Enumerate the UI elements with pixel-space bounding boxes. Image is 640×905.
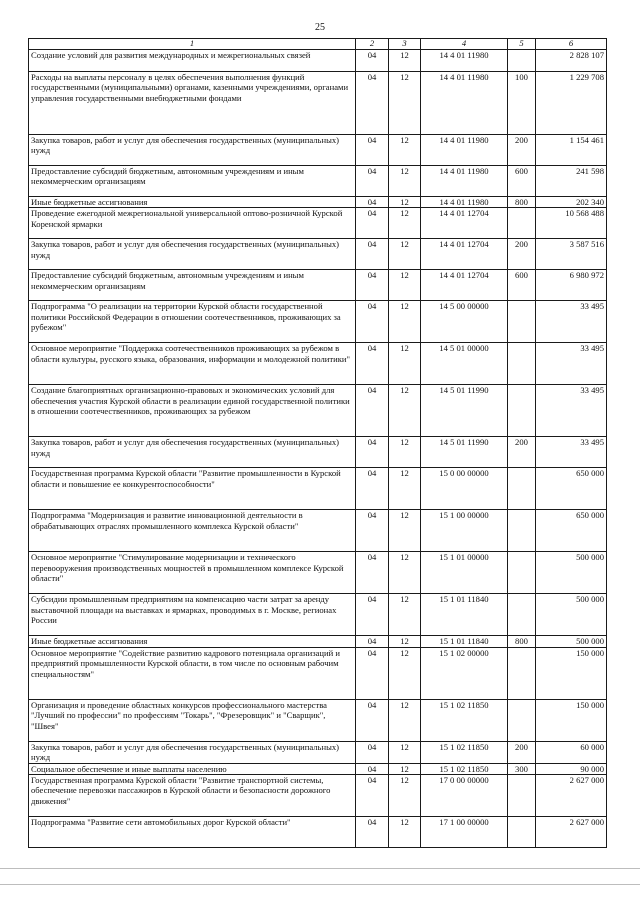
row-subsection: 12 xyxy=(389,270,421,301)
row-target-code: 14 4 01 11980 xyxy=(421,166,508,197)
scan-artifact-line xyxy=(0,884,640,885)
row-expense-type: 200 xyxy=(508,239,536,270)
row-expense-type xyxy=(508,699,536,741)
row-amount: 2 627 000 xyxy=(536,817,607,848)
row-amount: 2 627 000 xyxy=(536,775,607,817)
row-section: 04 xyxy=(356,343,389,385)
row-amount: 33 495 xyxy=(536,437,607,468)
row-target-code: 15 1 01 11840 xyxy=(421,636,508,647)
header-col-5: 5 xyxy=(508,39,536,50)
row-amount: 10 568 488 xyxy=(536,208,607,239)
row-subsection: 12 xyxy=(389,594,421,636)
row-name: Государственная программа Курской области "Развитие промышленности в Курской области и повышение ее конкурентоспособности" xyxy=(29,468,356,510)
header-col-1: 1 xyxy=(29,39,356,50)
table-row xyxy=(29,270,607,301)
table-row xyxy=(29,552,607,594)
row-expense-type: 800 xyxy=(508,636,536,647)
row-expense-type: 300 xyxy=(508,763,536,774)
row-section: 04 xyxy=(356,763,389,774)
row-target-code: 14 4 01 11980 xyxy=(421,50,508,72)
row-name: Субсидии промышленным предприятиям на компенсацию части затрат за аренду выставочной площади на выставках и ярмарках, проводимых в г. Москве, регионах России xyxy=(29,594,356,636)
row-subsection: 12 xyxy=(389,647,421,699)
row-target-code: 14 4 01 12704 xyxy=(421,239,508,270)
table-row xyxy=(29,647,607,699)
table-row xyxy=(29,208,607,239)
row-section: 04 xyxy=(356,817,389,848)
page-number: 25 xyxy=(315,22,325,33)
table-row xyxy=(29,50,607,72)
row-subsection: 12 xyxy=(389,385,421,437)
table-row xyxy=(29,72,607,135)
row-target-code: 14 5 01 00000 xyxy=(421,343,508,385)
row-section: 04 xyxy=(356,741,389,763)
header-col-6: 6 xyxy=(536,39,607,50)
row-expense-type xyxy=(508,775,536,817)
row-expense-type xyxy=(508,594,536,636)
row-target-code: 14 5 01 11990 xyxy=(421,385,508,437)
row-subsection: 12 xyxy=(389,763,421,774)
row-section: 04 xyxy=(356,239,389,270)
row-target-code: 14 4 01 11980 xyxy=(421,197,508,208)
budget-table xyxy=(28,38,607,848)
header-col-4: 4 xyxy=(421,39,508,50)
row-section: 04 xyxy=(356,636,389,647)
row-expense-type xyxy=(508,343,536,385)
row-name: Государственная программа Курской области "Развитие транспортной системы, обеспечение перевозки пассажиров в Курской области и безопасности дорожного движения" xyxy=(29,775,356,817)
scan-artifact-line xyxy=(0,868,640,869)
row-expense-type: 200 xyxy=(508,437,536,468)
row-name: Основное мероприятие "Поддержка соотечественников проживающих за рубежом в области культуры, русского языка, образования, информации и молодежной политики" xyxy=(29,343,356,385)
table-row xyxy=(29,636,607,647)
row-subsection: 12 xyxy=(389,197,421,208)
row-subsection: 12 xyxy=(389,72,421,135)
row-subsection: 12 xyxy=(389,208,421,239)
table-row xyxy=(29,135,607,166)
row-section: 04 xyxy=(356,166,389,197)
row-name: Предоставление субсидий бюджетным, автономным учреждениям и иным некоммерческим организациям xyxy=(29,270,356,301)
row-subsection: 12 xyxy=(389,239,421,270)
row-subsection: 12 xyxy=(389,699,421,741)
row-amount: 650 000 xyxy=(536,468,607,510)
row-expense-type: 200 xyxy=(508,135,536,166)
table-row xyxy=(29,301,607,343)
table-row xyxy=(29,741,607,763)
row-name: Расходы на выплаты персоналу в целях обеспечения выполнения функций государственными (муниципальными) органами, казенными учреждениями, органами управления государственными внебюджетными фондами xyxy=(29,72,356,135)
table-row xyxy=(29,594,607,636)
row-name: Организация и проведение областных конкурсов профессионального мастерства "Лучший по профессии" по профессиям "Токарь", "Фрезеровщик" и "Сварщик", "Швея" xyxy=(29,699,356,741)
row-target-code: 15 0 00 00000 xyxy=(421,468,508,510)
row-amount: 2 828 107 xyxy=(536,50,607,72)
row-name: Закупка товаров, работ и услуг для обеспечения государственных (муниципальных) нужд xyxy=(29,741,356,763)
table-row xyxy=(29,817,607,848)
row-amount: 33 495 xyxy=(536,343,607,385)
row-section: 04 xyxy=(356,208,389,239)
table-row xyxy=(29,385,607,437)
table-row xyxy=(29,197,607,208)
row-section: 04 xyxy=(356,270,389,301)
row-amount: 650 000 xyxy=(536,510,607,552)
row-target-code: 17 0 00 00000 xyxy=(421,775,508,817)
table-row xyxy=(29,510,607,552)
table-row xyxy=(29,343,607,385)
row-section: 04 xyxy=(356,510,389,552)
row-expense-type xyxy=(508,510,536,552)
row-name: Создание условий для развития международных и межрегиональных связей xyxy=(29,50,356,72)
row-name: Создание благоприятных организационно-правовых и экономических условий для обеспечения участия Курской области в реализации единой государственной политики в отношении соотечественников, проживающих за рубежом xyxy=(29,385,356,437)
row-target-code: 15 1 02 11850 xyxy=(421,699,508,741)
row-name: Социальное обеспечение и иные выплаты населению xyxy=(29,763,356,774)
row-name: Иные бюджетные ассигнования xyxy=(29,197,356,208)
row-expense-type xyxy=(508,50,536,72)
table-row xyxy=(29,775,607,817)
row-expense-type xyxy=(508,552,536,594)
row-subsection: 12 xyxy=(389,552,421,594)
table-row xyxy=(29,468,607,510)
row-target-code: 14 5 01 11990 xyxy=(421,437,508,468)
row-expense-type xyxy=(508,468,536,510)
row-section: 04 xyxy=(356,699,389,741)
row-section: 04 xyxy=(356,72,389,135)
row-amount: 500 000 xyxy=(536,552,607,594)
row-section: 04 xyxy=(356,197,389,208)
row-expense-type: 600 xyxy=(508,166,536,197)
row-subsection: 12 xyxy=(389,510,421,552)
row-expense-type xyxy=(508,301,536,343)
row-expense-type xyxy=(508,817,536,848)
row-name: Основное мероприятие "Стимулирование модернизации и технического перевооружения производственных мощностей в промышленном комплексе Курской области" xyxy=(29,552,356,594)
row-name: Предоставление субсидий бюджетным, автономным учреждениям и иным некоммерческим организациям xyxy=(29,166,356,197)
row-section: 04 xyxy=(356,385,389,437)
row-amount: 90 000 xyxy=(536,763,607,774)
row-name: Подпрограмма "Модернизация и развитие инновационной деятельности в обрабатывающих отраслях промышленного комплекса Курской области" xyxy=(29,510,356,552)
row-amount: 33 495 xyxy=(536,385,607,437)
row-target-code: 14 5 00 00000 xyxy=(421,301,508,343)
row-subsection: 12 xyxy=(389,741,421,763)
row-section: 04 xyxy=(356,135,389,166)
row-subsection: 12 xyxy=(389,135,421,166)
row-name: Закупка товаров, работ и услуг для обеспечения государственных (муниципальных) нужд xyxy=(29,135,356,166)
row-target-code: 14 4 01 11980 xyxy=(421,135,508,166)
row-amount: 1 154 461 xyxy=(536,135,607,166)
row-expense-type xyxy=(508,647,536,699)
row-amount: 150 000 xyxy=(536,647,607,699)
row-name: Подпрограмма "О реализации на территории Курской области государственной политики Российской Федерации в отношении соотечественников, проживающих за рубежом" xyxy=(29,301,356,343)
row-section: 04 xyxy=(356,775,389,817)
table-row xyxy=(29,166,607,197)
row-target-code: 15 1 02 00000 xyxy=(421,647,508,699)
row-target-code: 15 1 02 11850 xyxy=(421,763,508,774)
row-name: Закупка товаров, работ и услуг для обеспечения государственных (муниципальных) нужд xyxy=(29,239,356,270)
row-section: 04 xyxy=(356,468,389,510)
row-target-code: 15 1 02 11850 xyxy=(421,741,508,763)
row-subsection: 12 xyxy=(389,775,421,817)
row-amount: 3 587 516 xyxy=(536,239,607,270)
row-amount: 241 598 xyxy=(536,166,607,197)
row-target-code: 14 4 01 11980 xyxy=(421,72,508,135)
row-subsection: 12 xyxy=(389,301,421,343)
row-amount: 202 340 xyxy=(536,197,607,208)
header-col-3: 3 xyxy=(389,39,421,50)
table-row xyxy=(29,239,607,270)
row-subsection: 12 xyxy=(389,468,421,510)
table-row xyxy=(29,699,607,741)
row-target-code: 14 4 01 12704 xyxy=(421,270,508,301)
table-row xyxy=(29,437,607,468)
row-name: Иные бюджетные ассигнования xyxy=(29,636,356,647)
row-section: 04 xyxy=(356,50,389,72)
row-subsection: 12 xyxy=(389,817,421,848)
row-amount: 500 000 xyxy=(536,594,607,636)
row-target-code: 15 1 00 00000 xyxy=(421,510,508,552)
row-expense-type: 200 xyxy=(508,741,536,763)
row-amount: 500 000 xyxy=(536,636,607,647)
row-target-code: 15 1 01 11840 xyxy=(421,594,508,636)
row-expense-type xyxy=(508,385,536,437)
row-name: Основное мероприятие "Содействие развитию кадрового потенциала организаций и предприятий промышленности Курской области, в том числе по основным рабочим специальностям" xyxy=(29,647,356,699)
row-subsection: 12 xyxy=(389,166,421,197)
row-section: 04 xyxy=(356,301,389,343)
row-expense-type xyxy=(508,208,536,239)
row-section: 04 xyxy=(356,437,389,468)
row-subsection: 12 xyxy=(389,636,421,647)
row-name: Закупка товаров, работ и услуг для обеспечения государственных (муниципальных) нужд xyxy=(29,437,356,468)
row-section: 04 xyxy=(356,552,389,594)
row-amount: 33 495 xyxy=(536,301,607,343)
row-amount: 60 000 xyxy=(536,741,607,763)
row-section: 04 xyxy=(356,594,389,636)
row-subsection: 12 xyxy=(389,343,421,385)
row-amount: 6 980 972 xyxy=(536,270,607,301)
row-expense-type: 800 xyxy=(508,197,536,208)
row-target-code: 17 1 00 00000 xyxy=(421,817,508,848)
row-subsection: 12 xyxy=(389,437,421,468)
row-section: 04 xyxy=(356,647,389,699)
table-row xyxy=(29,763,607,774)
row-target-code: 15 1 01 00000 xyxy=(421,552,508,594)
row-subsection: 12 xyxy=(389,50,421,72)
header-col-2: 2 xyxy=(356,39,389,50)
row-amount: 150 000 xyxy=(536,699,607,741)
row-target-code: 14 4 01 12704 xyxy=(421,208,508,239)
row-expense-type: 600 xyxy=(508,270,536,301)
row-expense-type: 100 xyxy=(508,72,536,135)
row-name: Проведение ежегодной межрегиональной универсальной оптово-розничной Курской Коренской ярмарки xyxy=(29,208,356,239)
row-amount: 1 229 708 xyxy=(536,72,607,135)
table-header-row xyxy=(29,39,607,50)
row-name: Подпрограмма "Развитие сети автомобильных дорог Курской области" xyxy=(29,817,356,848)
